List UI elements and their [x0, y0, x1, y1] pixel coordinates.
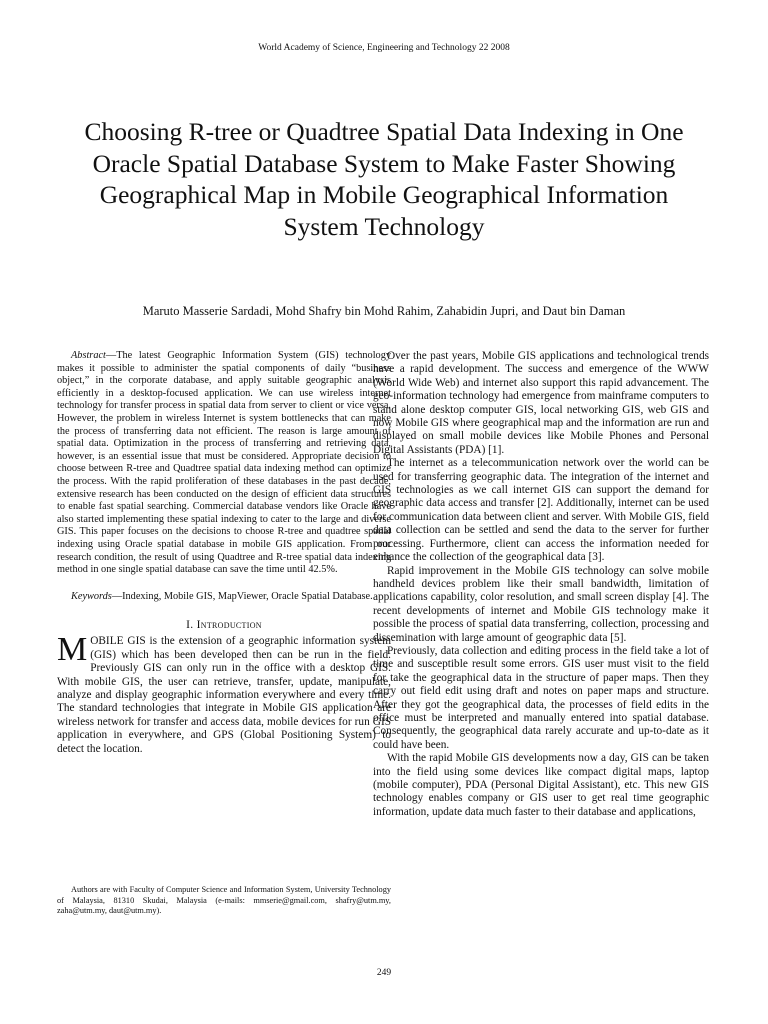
- paper-title: Choosing R-tree or Quadtree Spatial Data Indexing in One Oracle Spatial Database System to Make Faster Showing Geographical Map in Mobile Geographical Information System Technology: [84, 117, 684, 241]
- abstract-label: Abstract: [71, 350, 106, 361]
- author-footnote: Authors are with Faculty of Computer Science and Information System, University Technology of Malaysia, 81310 Skudai, Malaysia (e-mails: mmserie@gmail.com, shafry@utm.my, zaha@utm.my, daut@utm.my).: [57, 885, 391, 916]
- running-header: World Academy of Science, Engineering and Technology 22 2008: [258, 43, 510, 53]
- body-paragraph: Over the past years, Mobile GIS applications and technological trends have a rapid development. The success and emergence of the WWW (World Wide Web) and internet also support this rapid advancement. The geo-information technology had emergence from mainframe computers to stand alone desktop computer GIS, local networking GIS, web GIS and now Mobile GIS where geographical map and the information are run and displayed on small mobile devices like Mobile Phones and Personal Digital Assistants (PDA) [1].: [373, 350, 709, 456]
- intro-text: OBILE GIS is the extension of a geographic information system (GIS) which has been developed then can be run in the field. Previously GIS can only run in the office with a desktop GIS. With mobile GIS, the user can retrieve, transfer, update, manipulate, analyze and display geographic information everywhere and every time. The standard technologies that integrate in Mobile GIS application are wireless network for transfer and access data, mobile devices for run GIS application in everywhere, and GPS (Global Positioning System) to detect the location.: [57, 635, 391, 755]
- keywords-label: Keywords: [71, 590, 112, 602]
- intro-paragraph: [57, 631, 391, 756]
- body-paragraph: The internet as a telecommunication network over the world can be used for transferring geographic data. The integration of the internet and GIS technologies as we call internet GIS can support the demand for geographic data access and transfer [2]. Additionally, internet can be used for communication data between client and server. With Mobile GIS, field data collection can be settled and send the data to the server for further processing. Furthermore, client can access the information needed for enhance the collection of the geographical data [3].: [373, 457, 709, 564]
- body-paragraph: With the rapid Mobile GIS developments now a day, GIS can be taken into the field using some devices like compact digital maps, laptop (mobile computer), PDA (Personal Digital Assistant), etc. This new GIS technology enables company or GIS user to get real time geographic information, update data much faster to their database and applications,: [373, 752, 709, 818]
- page-number: 249: [376, 968, 392, 978]
- right-column: [373, 350, 709, 819]
- abstract: [57, 350, 391, 577]
- section-number: I.: [186, 619, 194, 632]
- body-paragraph: Previously, data collection and editing process in the field take a lot of time and susceptible result some errors. GIS user must visit to the field for take the geographical data in the structure of paper maps. Then they carry out field edit using draft and notes on paper maps and structure. After they got the geographical data, the processes of field edits in the office must be interpreted and manually entered into spatial database. Consequently, the geographical data rarely accurate and up-to-date as it could have been.: [373, 644, 709, 751]
- section-title: Introduction: [196, 619, 262, 632]
- author-list: Maruto Masserie Sardadi, Mohd Shafry bin Mohd Rahim, Zahabidin Jupri, and Daut bin Daman: [142, 304, 626, 318]
- section-heading-introduction: [57, 619, 391, 631]
- left-column: [57, 350, 391, 756]
- keywords-text: —Indexing, Mobile GIS, MapViewer, Oracle Spatial Database.: [111, 590, 373, 602]
- abstract-text: —The latest Geographic Information System (GIS) technology makes it possible to administer the spatial components of daily “business object,” in the corporate database, and apply suitable geographic analysis efficiently in a desktop-focused application. We can use wireless internet technology for transfer process in spatial data from server to client or vice versa. However, the problem in wireless Internet is system bottlenecks that can make the process of transferring data not efficient. The reason is large amount of spatial data. Optimization in the process of transferring and retrieving data, however, is an essential issue that must be considered. Appropriate decision to choose between R-tree and Quadtree spatial data indexing method can optimize the process. With the rapid proliferation of these databases in the past decade, extensive research has been conducted on the design of efficient data structures to enable fast spatial searching. Commercial database vendors like Oracle have also started implementing these spatial indexing to cater to the large and diverse GIS. This paper focuses on the decisions to choose R-tree and quadtree spatial indexing using Oracle spatial database in mobile GIS application. From our research condition, the result of using Quadtree and R-tree spatial data indexing method in one single spatial database can save the time until 42.5%.: [57, 350, 391, 576]
- keywords: [57, 591, 391, 604]
- drop-cap: M: [57, 631, 88, 669]
- body-paragraph: Rapid improvement in the Mobile GIS technology can solve mobile handheld devices problem like their small bandwidth, limitation of applications capability, color resolution, and small screen display [4]. The recent developments of internet and Mobile GIS technology make it possible the process of spatial data transferring, collection, processing and dissemination with large amount of geographic data [5].: [373, 564, 709, 644]
